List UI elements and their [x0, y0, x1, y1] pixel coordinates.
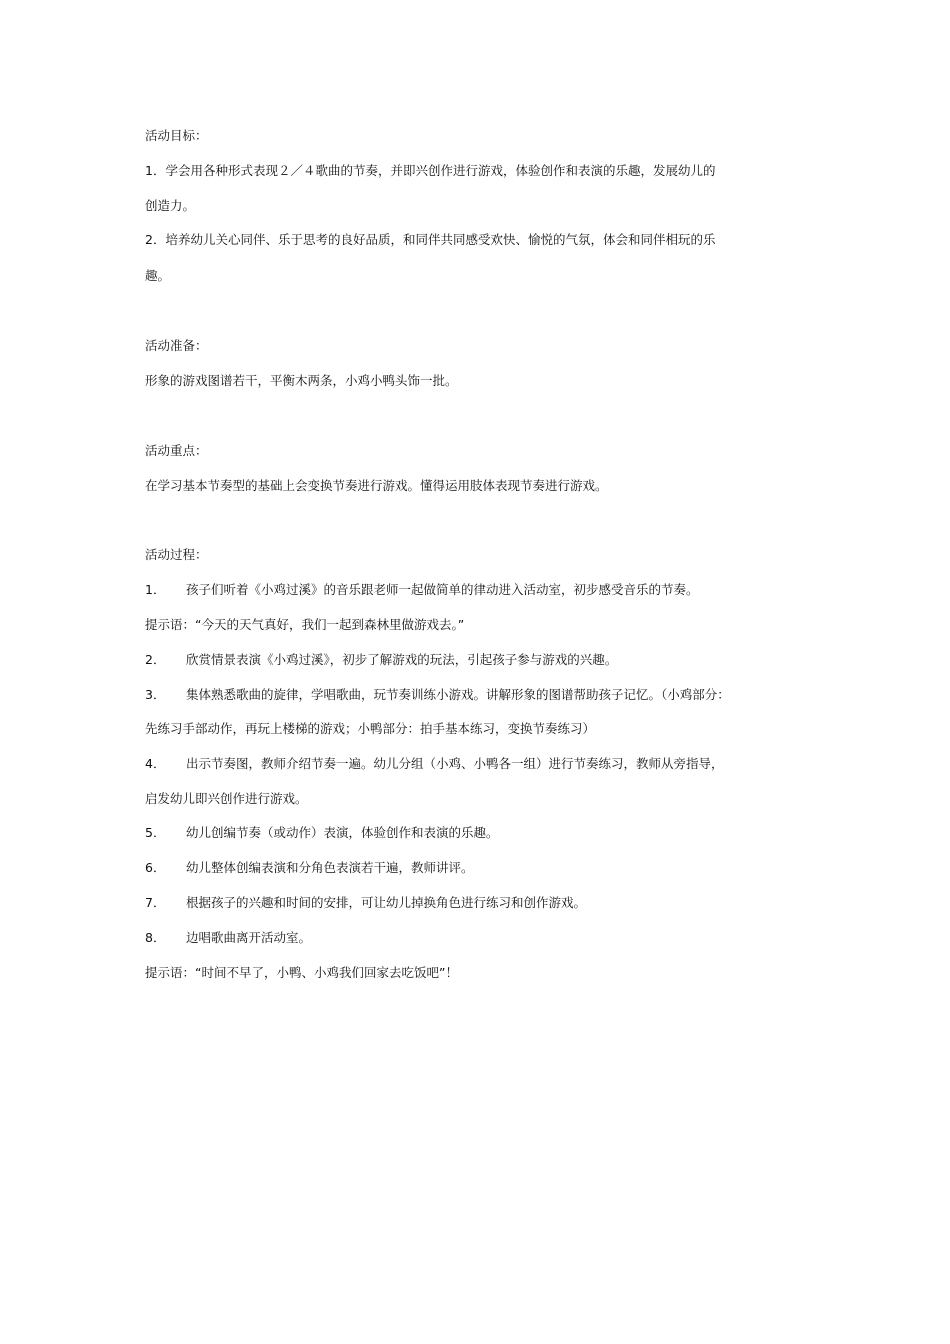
step-2-text: 欣赏情景表演《小鸡过溪》，初步了解游戏的玩法，引起孩子参与游戏的兴趣。 [186, 652, 618, 667]
goal-item-1-number: 1． [145, 163, 166, 178]
process-step-5 [145, 825, 499, 841]
step-5-number: 5． [145, 825, 166, 840]
process-step-8 [145, 930, 311, 946]
prep-text: 形象的游戏图谱若干，平衡木两条，小鸡小鸭头饰一批。 [145, 373, 458, 388]
process-step-7 [145, 895, 586, 911]
process-step-4-continued: 启发幼儿即兴创作进行游戏。 [145, 791, 308, 806]
process-step-3-continued: 先练习手部动作，再玩上楼梯的游戏；小鸭部分：拍手基本练习，变换节奏练习） [145, 721, 596, 736]
focus-heading: 活动重点： [145, 443, 208, 458]
goal-item-2-number: 2． [145, 232, 166, 247]
step-6-number: 6． [145, 860, 166, 875]
goal-item-2-text: 培养幼儿关心同伴、乐于思考的良好品质，和同伴共同感受欢快、愉悦的气氛，体会和同伴相玩的乐 [165, 232, 716, 247]
process-step-1 [145, 582, 699, 598]
step-5-text: 幼儿创编节奏（或动作）表演，体验创作和表演的乐趣。 [186, 825, 499, 840]
process-step-4 [145, 756, 724, 772]
step-8-number: 8． [145, 930, 166, 945]
step-1-number: 1． [145, 582, 166, 597]
focus-text: 在学习基本节奏型的基础上会变换节奏进行游戏。懂得运用肢体表现节奏进行游戏。 [145, 478, 608, 493]
step-8-text: 边唱歌曲离开活动室。 [186, 930, 312, 945]
process-heading: 活动过程： [145, 547, 208, 562]
step-7-text: 根据孩子的兴趣和时间的安排，可让幼儿掉换角色进行练习和创作游戏。 [186, 895, 587, 910]
step-3-number: 3． [145, 687, 166, 702]
goal-item-1 [145, 163, 715, 179]
goal-item-1-continued: 创造力。 [145, 198, 196, 213]
process-step-6 [145, 860, 474, 876]
step-1-text: 孩子们听着《小鸡过溪》的音乐跟老师一起做简单的律动进入活动室，初步感受音乐的节奏。 [186, 582, 699, 597]
process-step-3 [145, 687, 730, 703]
step-7-number: 7． [145, 895, 166, 910]
step-2-number: 2． [145, 652, 166, 667]
goals-heading: 活动目标： [145, 128, 208, 143]
goal-item-1-text: 学会用各种形式表现２／４歌曲的节奏，并即兴创作进行游戏，体验创作和表演的乐趣，发展幼儿的 [165, 163, 716, 178]
process-tip-1: 提示语：“今天的天气真好，我们一起到森林里做游戏去。” [145, 617, 465, 632]
process-step-2 [145, 652, 617, 668]
step-4-number: 4． [145, 756, 166, 771]
step-3-text: 集体熟悉歌曲的旋律，学唱歌曲，玩节奏训练小游戏。讲解形象的图谱帮助孩子记忆。（小鸡部分： [186, 687, 730, 702]
goal-item-2 [145, 232, 715, 248]
prep-heading: 活动准备： [145, 338, 208, 353]
step-6-text: 幼儿整体创编表演和分角色表演若干遍，教师讲评。 [186, 860, 474, 875]
goal-item-2-continued: 趣。 [145, 268, 171, 283]
process-tip-2: 提示语：“时间不早了，小鸭、小鸡我们回家去吃饭吧”！ [145, 965, 458, 980]
step-4-text: 出示节奏图，教师介绍节奏一遍。幼儿分组（小鸡、小鸭各一组）进行节奏练习，教师从旁指导， [186, 756, 724, 771]
